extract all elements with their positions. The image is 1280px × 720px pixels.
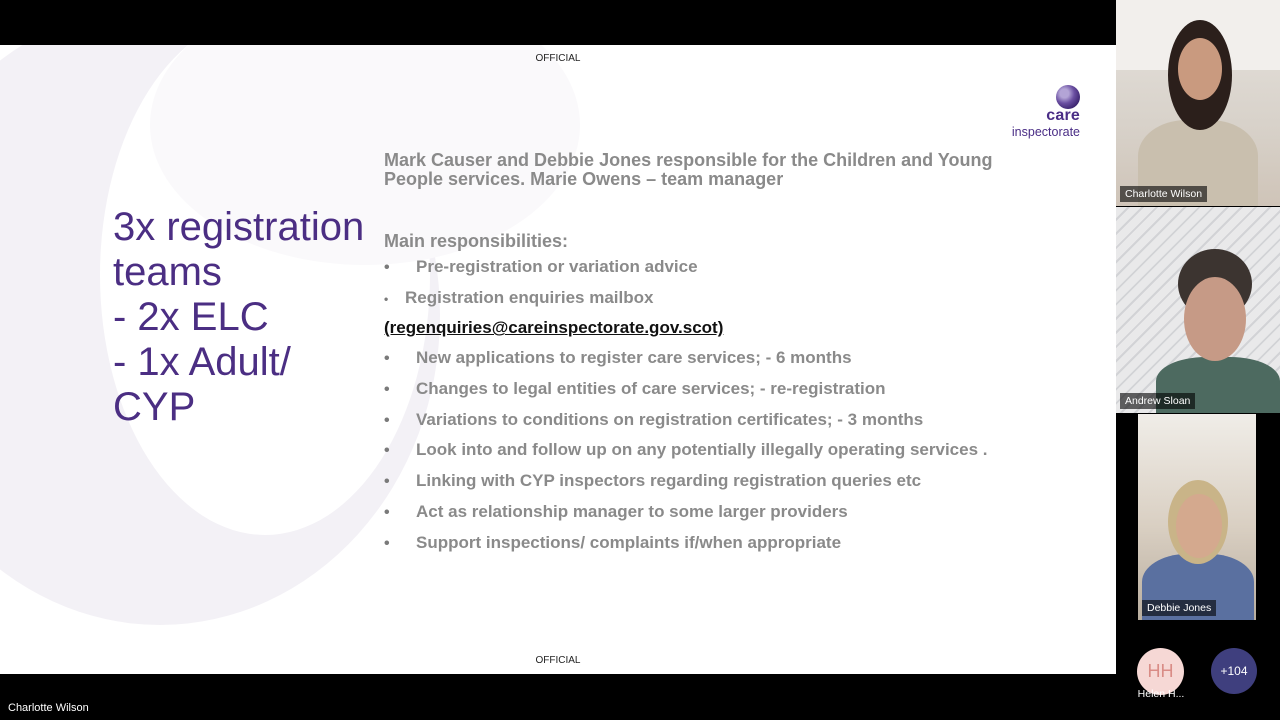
list-item-text: Variations to conditions on registration certificates; - 3 months xyxy=(416,409,924,429)
list-item xyxy=(384,374,1084,405)
presenter-name: Charlotte Wilson xyxy=(8,702,89,714)
logo-mark-icon xyxy=(1056,85,1080,109)
list-item-text: Changes to legal entities of care services; - re-registration xyxy=(416,379,886,399)
responsibilities-label: Main responsibilities: xyxy=(384,231,569,251)
participant-avatar[interactable]: HH xyxy=(1137,648,1184,695)
bullet-icon: • xyxy=(384,442,390,460)
logo-text-care: care xyxy=(1046,107,1080,124)
bullet-icon: • xyxy=(384,411,390,429)
video-person xyxy=(1176,494,1222,558)
list-item xyxy=(384,283,1084,314)
list-item-text: New applications to register care services; - 6 months xyxy=(416,348,852,368)
bullet-icon: • xyxy=(384,291,389,306)
participant-avatar-name: Helen H... xyxy=(1137,688,1185,700)
title-line: teams xyxy=(113,250,222,294)
more-participants-button[interactable]: +104 xyxy=(1211,648,1257,694)
title-line: - 2x ELC xyxy=(113,295,269,339)
email-link[interactable]: (regenquiries@careinspectorate.gov.scot) xyxy=(384,318,724,338)
list-item xyxy=(384,343,1084,374)
video-tile-debbie[interactable] xyxy=(1138,414,1256,620)
list-item xyxy=(384,252,1084,283)
title-line: 3x registration xyxy=(113,205,365,249)
participant-name: Andrew Sloan xyxy=(1120,393,1195,409)
participant-name: Charlotte Wilson xyxy=(1120,186,1207,202)
bullet-icon: • xyxy=(384,473,390,491)
bullet-icon: • xyxy=(384,350,390,368)
list-item xyxy=(384,528,1084,559)
list-item xyxy=(384,435,1084,466)
video-tile-charlotte[interactable] xyxy=(1116,0,1280,206)
video-person xyxy=(1184,277,1246,361)
bullet-icon: • xyxy=(384,381,390,399)
list-item xyxy=(384,497,1084,528)
slide-heading: Mark Causer and Debbie Jones responsible for the Children and Young People services. Marie Owens – team manager xyxy=(384,150,993,189)
title-line: - 1x Adult/ xyxy=(113,340,291,384)
list-item-text: Look into and follow up on any potentially illegally operating services . xyxy=(416,440,988,460)
list-item-text: Linking with CYP inspectors regarding registration queries etc xyxy=(416,471,922,491)
logo-text-inspectorate: inspectorate xyxy=(1011,125,1080,139)
list-item-text: Pre-registration or variation advice xyxy=(416,257,698,276)
list-item xyxy=(384,466,1084,497)
video-person xyxy=(1178,38,1222,100)
list-item-text: Act as relationship manager to some larger providers xyxy=(416,501,848,521)
classification-footer: OFFICIAL xyxy=(535,655,581,666)
list-item-text: Support inspections/ complaints if/when appropriate xyxy=(416,532,842,552)
list-item-text: Registration enquiries mailbox xyxy=(405,287,654,307)
classification-header: OFFICIAL xyxy=(535,53,581,64)
bullet-icon: • xyxy=(384,503,390,521)
shared-slide xyxy=(0,45,1116,674)
slide-body xyxy=(384,151,1084,558)
bullet-icon: • xyxy=(384,259,390,276)
slide-title xyxy=(113,205,383,430)
bullet-icon: • xyxy=(384,534,390,552)
participant-name: Debbie Jones xyxy=(1142,600,1216,616)
care-inspectorate-logo xyxy=(990,83,1086,137)
video-tile-andrew[interactable] xyxy=(1116,207,1280,413)
list-item xyxy=(384,405,1084,436)
title-line: CYP xyxy=(113,385,196,429)
